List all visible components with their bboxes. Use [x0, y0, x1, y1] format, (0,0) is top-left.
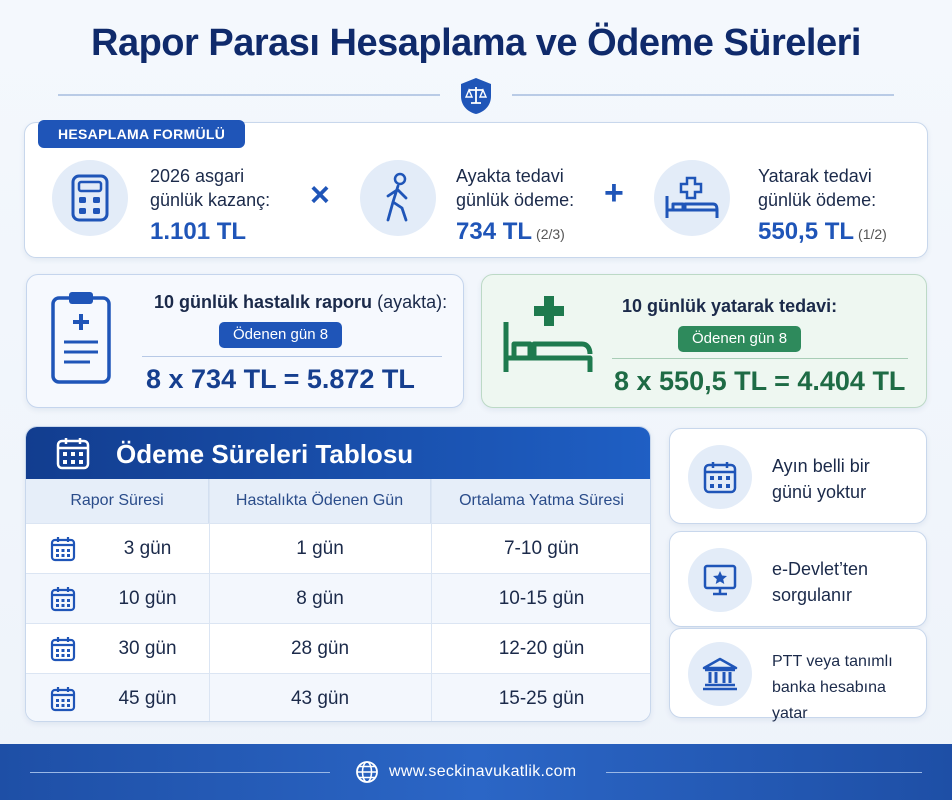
example-divider	[612, 358, 908, 359]
calculator-icon-circle	[52, 160, 128, 236]
title-divider-left	[58, 94, 440, 96]
table-row	[26, 573, 651, 623]
formula-value: 734 TL (2/3)	[456, 218, 565, 245]
clipboard-icon	[50, 290, 112, 386]
icon-circle	[688, 642, 752, 706]
calendar-icon	[50, 536, 76, 562]
table-header	[26, 427, 651, 479]
paid-days-pill: Ödenen gün 8	[678, 326, 801, 352]
calendar-icon	[703, 460, 737, 494]
footer-divider-left	[30, 772, 330, 773]
bank-icon	[702, 657, 738, 691]
cell-avg-stay: 7-10 gün	[503, 538, 579, 559]
footer-website-link[interactable]: www.seckinavukatlik.com	[389, 763, 577, 780]
info-text: e-Devlet’ten sorgulanır	[772, 559, 869, 605]
payment-periods-table	[25, 426, 651, 722]
table-title: Ödeme Süreleri Tablosu	[116, 439, 414, 469]
info-text: Ayın belli bir günü yoktur	[772, 456, 870, 502]
info-text: PTT veya tanımlı banka hesabına yatar	[772, 653, 893, 722]
hospital-bed-icon	[663, 174, 721, 222]
formula-value: 1.101 TL	[150, 218, 247, 245]
calendar-icon	[50, 636, 76, 662]
example-title: 10 günlük yatarak tedavi:	[622, 296, 838, 316]
formula-item-inpatient	[758, 164, 887, 250]
cell-paid-days: 1 gün	[296, 538, 344, 559]
example-result: 8 x 550,5 TL = 4.404 TL	[614, 366, 906, 396]
formula-badge: HESAPLAMA FORMÜLÜ	[38, 120, 245, 148]
formula-label: Yatarak tedavi	[758, 166, 872, 186]
cell-paid-days: 8 gün	[296, 588, 344, 609]
multiply-operator: ×	[310, 176, 330, 214]
column-divider	[431, 479, 432, 722]
icon-circle	[688, 548, 752, 612]
formula-label: 2026 asgari	[150, 166, 245, 186]
globe-icon	[355, 760, 379, 784]
walking-icon-circle	[360, 160, 436, 236]
cell-report-duration: 3 gün	[123, 538, 172, 559]
formula-label: Ayakta tedavi	[456, 166, 564, 186]
cell-report-duration: 10 gün	[118, 588, 177, 609]
info-card-payment-day	[669, 428, 927, 524]
footer	[0, 744, 952, 800]
footer-divider-right	[606, 772, 922, 773]
column-header: Hastalıkta Ödenen Gün	[209, 479, 431, 523]
cell-paid-days: 28 gün	[290, 638, 350, 659]
cell-avg-stay: 12-20 gün	[498, 638, 585, 659]
cell-avg-stay: 10-15 gün	[498, 588, 585, 609]
table-row	[26, 623, 651, 673]
formula-label: günlük ödeme:	[758, 190, 877, 210]
formula-item-outpatient	[456, 164, 574, 250]
bed-icon-circle	[654, 160, 730, 236]
cell-paid-days: 43 gün	[290, 688, 350, 709]
example-title: 10 günlük hastalık raporu (ayakta):	[154, 292, 448, 312]
calendar-icon	[50, 586, 76, 612]
paid-days-pill: Ödenen gün 8	[219, 322, 342, 348]
info-card-bank	[669, 628, 927, 722]
cell-report-duration: 30 gün	[118, 638, 177, 659]
hospital-bed-icon	[500, 292, 596, 376]
cell-avg-stay: 15-25 gün	[498, 688, 585, 709]
column-header: Ortalama Yatma Süresi	[431, 479, 651, 523]
formula-label: günlük ödeme:	[456, 190, 575, 210]
scales-shield-icon	[458, 76, 494, 116]
column-header: Rapor Süresi	[26, 479, 209, 523]
formula-label: günlük kazanç:	[150, 190, 271, 210]
plus-operator: +	[604, 174, 624, 212]
walking-person-icon	[378, 172, 418, 224]
info-card-edevlet	[669, 531, 927, 627]
title-divider-right	[512, 94, 894, 96]
column-divider	[209, 479, 210, 722]
example-result: 8 x 734 TL = 5.872 TL	[146, 364, 415, 394]
monitor-star-icon	[703, 563, 737, 597]
formula-value: 550,5 TL (1/2)	[758, 218, 887, 245]
icon-circle	[688, 445, 752, 509]
table-row	[26, 673, 651, 722]
calculator-icon	[70, 173, 110, 223]
formula-item-wage	[150, 164, 270, 248]
calendar-icon	[56, 436, 90, 470]
example-divider	[142, 356, 442, 357]
cell-report-duration: 45 gün	[118, 688, 177, 709]
table-row	[26, 523, 651, 573]
page-title: Rapor Parası Hesaplama ve Ödeme Süreleri	[91, 22, 861, 64]
calendar-icon	[50, 686, 76, 712]
